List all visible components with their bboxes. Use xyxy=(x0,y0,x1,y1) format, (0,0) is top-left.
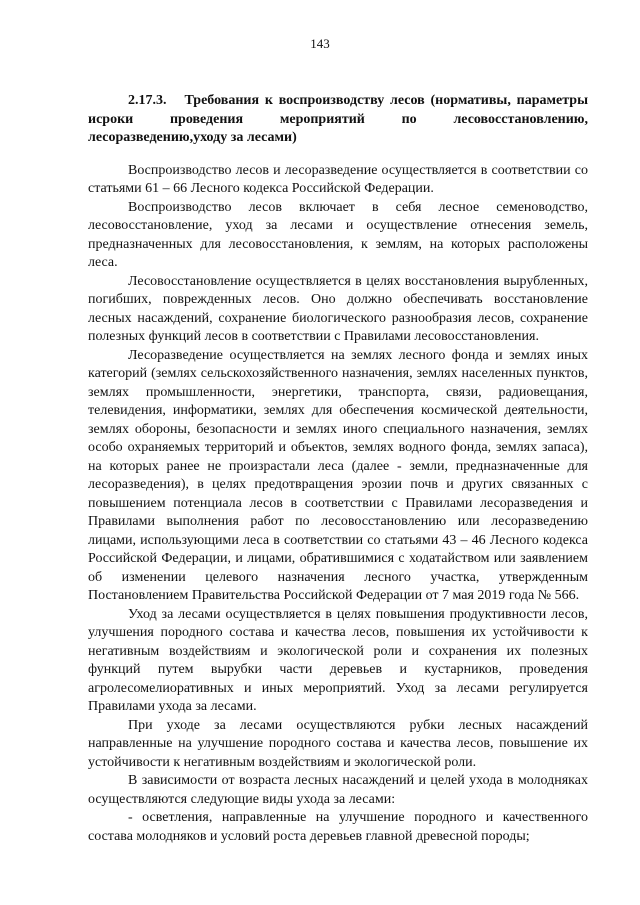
document-body xyxy=(88,92,588,846)
paragraph-care-felling: При уходе за лесами осуществляются рубки лесных насаждений направленные на улучшение породного состава и качества лесов, повышение их устойчивости к негативным воздействиям и экологической роли. xyxy=(88,717,588,770)
list-item: - осветления, направленные на улучшение породного и качественного состава молодняков и условий роста деревьев главной древесной породы; xyxy=(88,810,588,844)
section-number: 2.17.3. xyxy=(128,93,167,108)
page-number: 143 xyxy=(310,36,330,51)
section-title: Требования к воспроизводству лесов (нормативы, параметры исроки проведения мероприятий по лесовосстановлению, лесоразведению,уходу за лесами) xyxy=(88,93,588,145)
paragraph-forest-care: Уход за лесами осуществляется в целях повышения продуктивности лесов, улучшения породного состава и качества лесов, повышения их устойчивости к негативным воздействиям и экологической роли и сохранения их полезных функций путем вырубки части деревьев и кустарников, проведения агролесомелиоративных и иных мероприятий. Уход за лесами регулируется Правилами ухода за лесами. xyxy=(88,606,588,714)
paragraph-reforestation: Лесовосстановление осуществляется в целях восстановления вырубленных, погибших, поврежденных лесов. Оно должно обеспечивать восстановление лесных насаждений, сохранение биологического разнообразия лесов, сохранение полезных функций лесов в соответствии с Правилами лесовосстановления. xyxy=(88,273,588,344)
section-heading xyxy=(88,92,588,148)
paragraph-reproduction-includes: Воспроизводство лесов включает в себя лесное семеноводство, лесовосстановление, уход за лесами и осуществление отнесения земель, предназначенных для лесовосстановления, к землям, на которых расположены леса. xyxy=(88,199,588,270)
paragraph-reproduction: Воспроизводство лесов и лесоразведение осуществляется в соответствии со статьями 61 – 66 Лесного кодекса Российской Федерации. xyxy=(88,162,588,196)
paragraph-afforestation: Лесоразведение осуществляется на землях лесного фонда и землях иных категорий (землях сельскохозяйственного назначения, землях населенных пунктов, землях промышленности, энергетики, транспорта, связи, радиовещания, телевидения, информатики, землях для обеспечения космической деятельности, землях обороны, безопасности и землях иного специального назначения, землях особо охраняемых территорий и объектов, землях водного фонда, землях запаса), на которых ранее не произрастали леса (далее - земли, предназначенные для лесоразведения), в целях предотвращения эрозии почв и других связанных с повышением потенциала лесов в соответствии с Правилами лесоразведения и Правилами выполнения работ по лесовосстановлению или лесоразведению лицами, использующими леса в соответствии со статьями 43 – 46 Лесного кодекса Российской Федерации, и лицами, обратившимися с ходатайством или заявлением об изменении целевого назначения лесного участка, утвержденным Постановлением Правительства Российской Федерации от 7 мая 2019 года № 566. xyxy=(88,347,588,603)
paragraph-care-types: В зависимости от возраста лесных насаждений и целей ухода в молодняках осуществляются следующие виды ухода за лесами: xyxy=(88,773,588,807)
